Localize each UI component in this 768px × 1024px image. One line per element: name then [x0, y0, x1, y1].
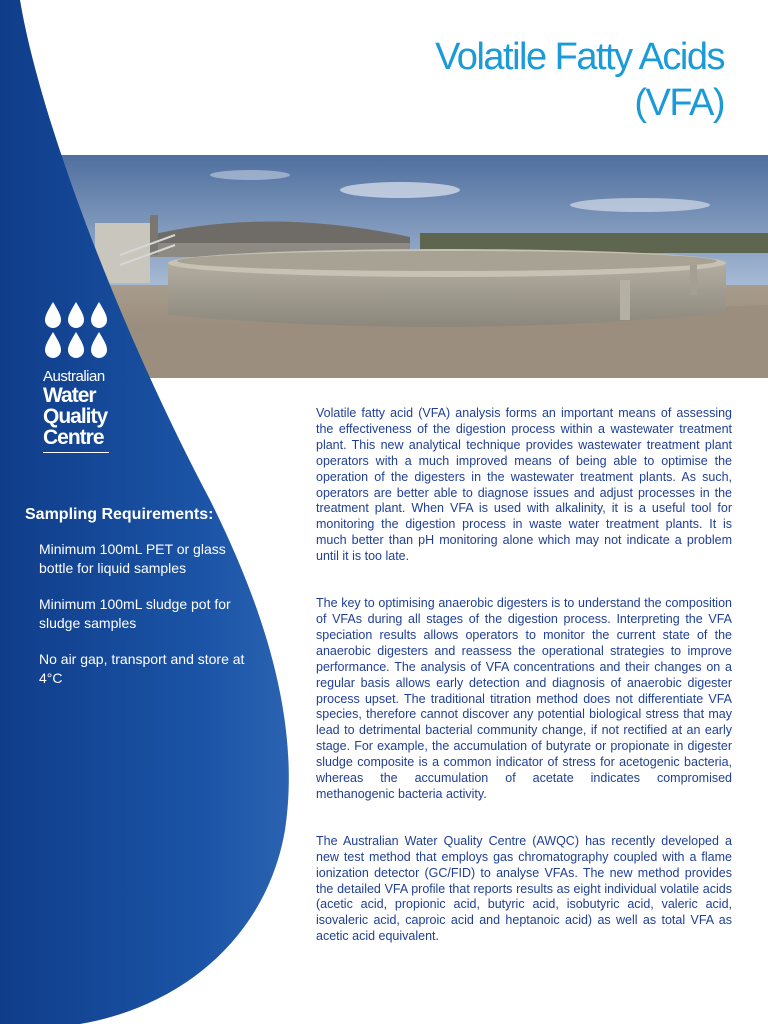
logo-word-water: Water [43, 384, 96, 407]
awqc-logo [43, 300, 113, 453]
title-line-1: Volatile Fatty Acids [435, 36, 724, 78]
sampling-item: Minimum 100mL PET or glass bottle for liquid samples [39, 541, 226, 576]
title-line-2: (VFA) [634, 82, 724, 124]
paragraph: The key to optimising anaerobic digesters is to understand the composition of VFAs during all stages of the digestion process. Interpreting the VFA speciation results allows operators to monitor the current state of the anaerobic digesters and reassess the operational strategies to improve performance. The analysis of VFA concentrations and their changes on a regular basis allows early detection and diagnosis of anaerobic digester process upset. The traditional titration method does not differentiate VFA species, therefore cannot discover any potential biological stress that may lead to detrimental bacterial community change, if not rectified at an early stage. For example, the accumulation of butyrate or propionate in digester sludge composite is a common indicator of stress for acetogenic bacteria, whereas the accumulation of acetate indicates compromised methanogenic bacteria activity. [316, 596, 732, 801]
sampling-item: No air gap, transport and store at 4°C [39, 651, 245, 686]
paragraph: The Australian Water Quality Centre (AWQC) has recently developed a new test method that employs gas chromatography coupled with a flame ionization detector (GC/FID) to analyse VFAs. The new method provides the detailed VFA profile that reports results as eight individual volatile acids (acetic acid, propionic acid, butyric acid, isobutyric acid, valeric acid, isovaleric acid, caproic acid and heptanoic acid) as well as total VFA as acetic acid equivalent. [316, 833, 732, 944]
sampling-list [39, 540, 254, 705]
logo-word-centre: Centre [43, 426, 104, 449]
page-title [435, 34, 724, 126]
sampling-item: Minimum 100mL sludge pot for sludge samples [39, 596, 231, 631]
paragraph: Volatile fatty acid (VFA) analysis forms an important means of assessing the effectiveness of the digestion process within a wastewater treatment plant. This new analytical technique provides wastewater treatment plant operators with a much improved means of being able to optimise the operation of the digesters in the wastewater treatment plants. As such, operators are better able to diagnose issues and adjust processes in the treatment plant. When VFA is used with alkalinity, it is a useful tool for monitoring the digestion process in waste water treatment plants. It is much better than pH monitoring alone which may not indicate a problem until it is too late. [316, 406, 732, 564]
body-text [316, 406, 732, 976]
logo-divider [43, 452, 109, 453]
logo-word-australian: Australian [43, 368, 105, 385]
logo-word-quality: Quality [43, 405, 108, 428]
water-drops-logo-icon [43, 300, 109, 362]
sampling-heading: Sampling Requirements: [25, 506, 214, 523]
